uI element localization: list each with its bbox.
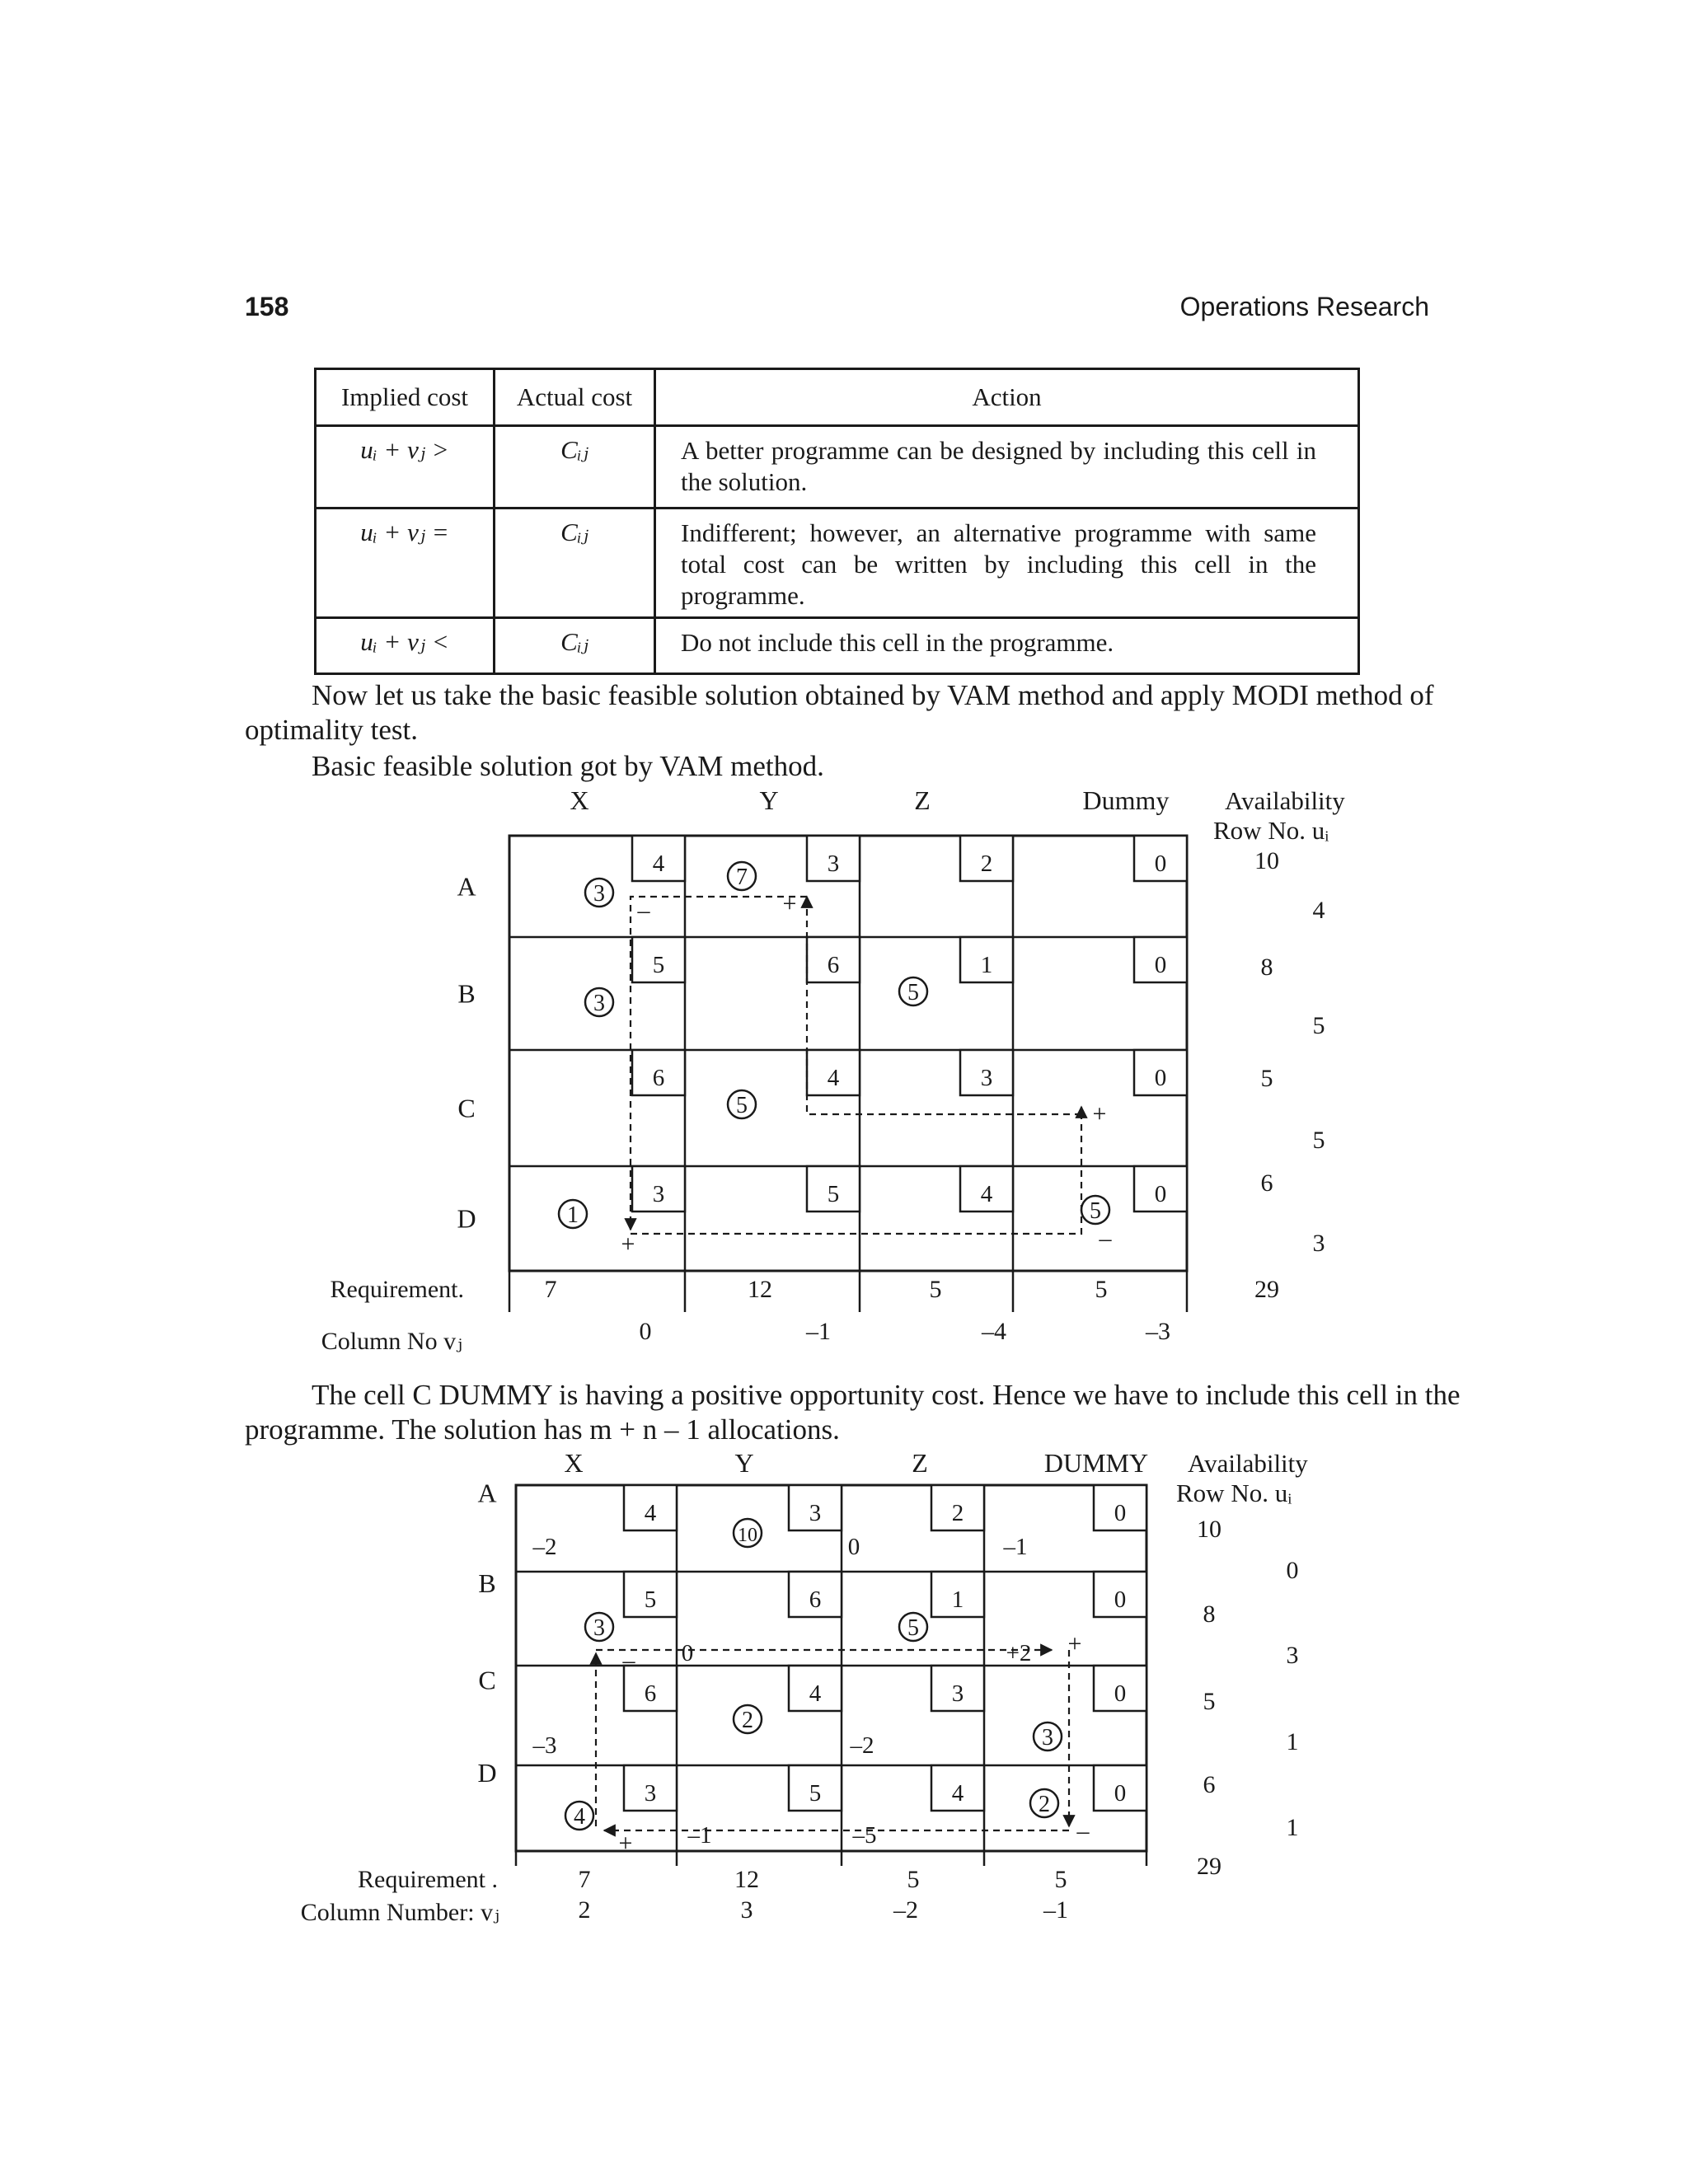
- header-actual-cost: Actual cost: [495, 369, 655, 426]
- loop-sign: –: [637, 897, 650, 924]
- column-number-v: 3: [740, 1896, 753, 1924]
- allocation: 5: [1090, 1198, 1101, 1224]
- total-quantity: 29: [1197, 1853, 1221, 1880]
- unit-cost: 4: [980, 1181, 993, 1207]
- column-header-y: Y: [759, 785, 779, 815]
- implied-cost-cell: uᵢ + vⱼ <: [316, 618, 495, 674]
- opportunity-cost: –2: [850, 1732, 874, 1759]
- allocation: 3: [1042, 1725, 1053, 1750]
- actual-cost-cell: Cᵢⱼ: [495, 618, 655, 674]
- opportunity-cost: +2: [1006, 1640, 1032, 1666]
- actual-cost-cell: Cᵢⱼ: [495, 509, 655, 618]
- availability-header: Availability: [1188, 1449, 1308, 1478]
- allocation: 2: [742, 1708, 753, 1733]
- unit-cost: 3: [827, 851, 840, 877]
- row-label-b: B: [478, 1568, 496, 1598]
- column-header-x: X: [564, 1448, 584, 1478]
- column-header-y: Y: [734, 1448, 754, 1478]
- row-number-u: 1: [1286, 1728, 1299, 1755]
- requirement-value: 7: [544, 1276, 557, 1303]
- unit-cost: 5: [809, 1780, 822, 1807]
- unit-cost: 5: [644, 1586, 657, 1613]
- loop-sign: –: [1076, 1817, 1090, 1844]
- column-header-dummy: Dummy: [1082, 785, 1170, 815]
- unit-cost: 0: [1154, 1181, 1167, 1207]
- row-label-b: B: [457, 978, 476, 1009]
- column-header-z: Z: [912, 1448, 928, 1478]
- header-action: Action: [655, 369, 1359, 426]
- unit-cost: 6: [827, 952, 840, 978]
- unit-cost: 3: [809, 1500, 822, 1526]
- loop-sign: +: [1067, 1630, 1082, 1657]
- unit-cost: 1: [951, 1586, 964, 1613]
- paragraph-line: The cell C DUMMY is having a positive opportunity cost. Hence we have to include this cell in the: [312, 1379, 1461, 1411]
- availability-value: 10: [1254, 847, 1279, 874]
- opportunity-cost: –3: [532, 1732, 557, 1759]
- loop-sign: +: [621, 1230, 635, 1258]
- availability-value: 8: [1260, 954, 1273, 981]
- unit-cost: 4: [644, 1500, 657, 1526]
- action-cell: A better programme can be designed by including this cell in the solution.: [655, 426, 1359, 509]
- row-label-a: A: [457, 871, 476, 902]
- running-head: Operations Research: [1179, 292, 1429, 321]
- loop-sign: –: [622, 1647, 635, 1674]
- column-number-v: –3: [1146, 1318, 1170, 1345]
- opportunity-cost: –2: [532, 1534, 557, 1560]
- requirement-value: 7: [578, 1866, 591, 1893]
- unit-cost: 0: [1114, 1586, 1127, 1613]
- row-number-u: 3: [1286, 1642, 1299, 1669]
- unit-cost: 0: [1154, 1065, 1167, 1091]
- unit-cost: 4: [652, 851, 665, 877]
- availability-value: 6: [1203, 1771, 1216, 1798]
- allocation: 5: [907, 980, 919, 1005]
- allocation: 3: [593, 881, 605, 907]
- row-number-header: Row No. uᵢ: [1176, 1479, 1292, 1507]
- requirement-value: 5: [1095, 1276, 1108, 1303]
- requirement-value: 5: [1054, 1866, 1067, 1893]
- unit-cost: 4: [951, 1780, 964, 1807]
- paragraph-line: Now let us take the basic feasible solution obtained by VAM method and apply MODI method of: [312, 679, 1434, 711]
- requirement-value: 5: [929, 1276, 942, 1303]
- availability-header: Availability: [1225, 786, 1345, 815]
- unit-cost: 0: [1114, 1500, 1127, 1526]
- unit-cost: 3: [951, 1680, 964, 1707]
- row-number-header: Row No. uᵢ: [1213, 816, 1329, 845]
- row-number-u: 5: [1312, 1012, 1325, 1039]
- action-cell: Do not include this cell in the programme.: [655, 618, 1359, 674]
- action-cell: Indifferent; however, an alternative programme with same total cost can be written by including this cell in the programme.: [655, 509, 1359, 618]
- opportunity-cost: –1: [687, 1822, 712, 1849]
- loop-sign: +: [618, 1830, 633, 1857]
- unit-cost: 5: [827, 1181, 840, 1207]
- row-label-c: C: [478, 1665, 496, 1695]
- unit-cost: 0: [1154, 851, 1167, 877]
- opportunity-cost: 0: [847, 1534, 860, 1560]
- column-header-x: X: [570, 785, 589, 815]
- allocation: 5: [736, 1093, 748, 1118]
- opportunity-cost: –1: [1003, 1534, 1028, 1560]
- opportunity-cost: –5: [852, 1822, 877, 1849]
- unit-cost: 0: [1114, 1780, 1127, 1807]
- unit-cost: 6: [644, 1680, 657, 1707]
- unit-cost: 4: [827, 1065, 840, 1091]
- column-number-v: –1: [806, 1318, 831, 1345]
- paragraph-line: Basic feasible solution got by VAM method.: [312, 750, 824, 782]
- requirement-label: Requirement.: [330, 1276, 464, 1303]
- unit-cost: 2: [951, 1500, 964, 1526]
- allocation: 4: [574, 1804, 585, 1830]
- row-label-a: A: [477, 1478, 497, 1508]
- column-number-label: Column Number: vⱼ: [300, 1899, 499, 1926]
- column-header-z: Z: [914, 785, 931, 815]
- unit-cost: 4: [809, 1680, 822, 1707]
- improved-solution-table: [301, 1448, 1309, 1926]
- loop-sign: –: [1099, 1225, 1112, 1252]
- allocation: 1: [567, 1202, 579, 1228]
- row-number-u: 0: [1286, 1557, 1299, 1584]
- vam-solution-table: [321, 785, 1346, 1355]
- unit-cost: 6: [809, 1586, 822, 1613]
- row-label-d: D: [477, 1758, 497, 1788]
- header-implied-cost: Implied cost: [316, 369, 495, 426]
- opportunity-cost: 0: [681, 1640, 694, 1666]
- requirement-value: 5: [907, 1866, 920, 1893]
- column-number-v: –4: [982, 1318, 1006, 1345]
- actual-cost-cell: Cᵢⱼ: [495, 426, 655, 509]
- column-number-v: 2: [578, 1896, 591, 1924]
- unit-cost: 3: [652, 1181, 665, 1207]
- row-label-c: C: [457, 1093, 476, 1123]
- unit-cost: 2: [980, 851, 993, 877]
- allocation: 7: [736, 865, 748, 890]
- allocation: 2: [1039, 1792, 1050, 1817]
- implied-cost-cell: uᵢ + vⱼ >: [316, 426, 495, 509]
- unit-cost: 3: [980, 1065, 993, 1091]
- requirement-label: Requirement .: [358, 1866, 498, 1893]
- allocation: 3: [593, 991, 605, 1016]
- row-number-u: 5: [1312, 1127, 1325, 1154]
- allocation: 5: [907, 1615, 919, 1641]
- row-number-u: 4: [1312, 897, 1325, 924]
- allocation: 10: [738, 1525, 757, 1546]
- paragraph-line: optimality test.: [245, 714, 418, 746]
- row-label-d: D: [457, 1203, 476, 1234]
- availability-value: 10: [1197, 1516, 1221, 1543]
- total-quantity: 29: [1254, 1276, 1279, 1303]
- availability-value: 5: [1260, 1065, 1273, 1092]
- paragraph-line: programme. The solution has m + n – 1 allocations.: [245, 1413, 840, 1446]
- requirement-value: 12: [748, 1276, 772, 1303]
- implied-cost-cell: uᵢ + vⱼ =: [316, 509, 495, 618]
- loop-sign: +: [1092, 1100, 1107, 1127]
- unit-cost: 1: [980, 952, 993, 978]
- requirement-value: 12: [734, 1866, 759, 1893]
- row-number-u: 3: [1312, 1230, 1325, 1257]
- unit-cost: 3: [644, 1780, 657, 1807]
- page-number: 158: [245, 292, 289, 321]
- loop-sign: +: [782, 890, 797, 917]
- column-number-label: Column No vⱼ: [321, 1328, 462, 1355]
- unit-cost: 0: [1154, 952, 1167, 978]
- column-number-v: –2: [893, 1896, 918, 1924]
- availability-value: 5: [1203, 1688, 1216, 1715]
- unit-cost: 5: [652, 952, 665, 978]
- allocation: 3: [593, 1615, 605, 1641]
- column-header-dummy: DUMMY: [1043, 1448, 1149, 1478]
- availability-value: 8: [1203, 1601, 1216, 1628]
- column-number-v: 0: [639, 1318, 652, 1345]
- row-number-u: 1: [1286, 1814, 1299, 1841]
- unit-cost: 6: [652, 1065, 665, 1091]
- column-number-v: –1: [1043, 1896, 1068, 1924]
- availability-value: 6: [1260, 1169, 1273, 1197]
- unit-cost: 0: [1114, 1680, 1127, 1707]
